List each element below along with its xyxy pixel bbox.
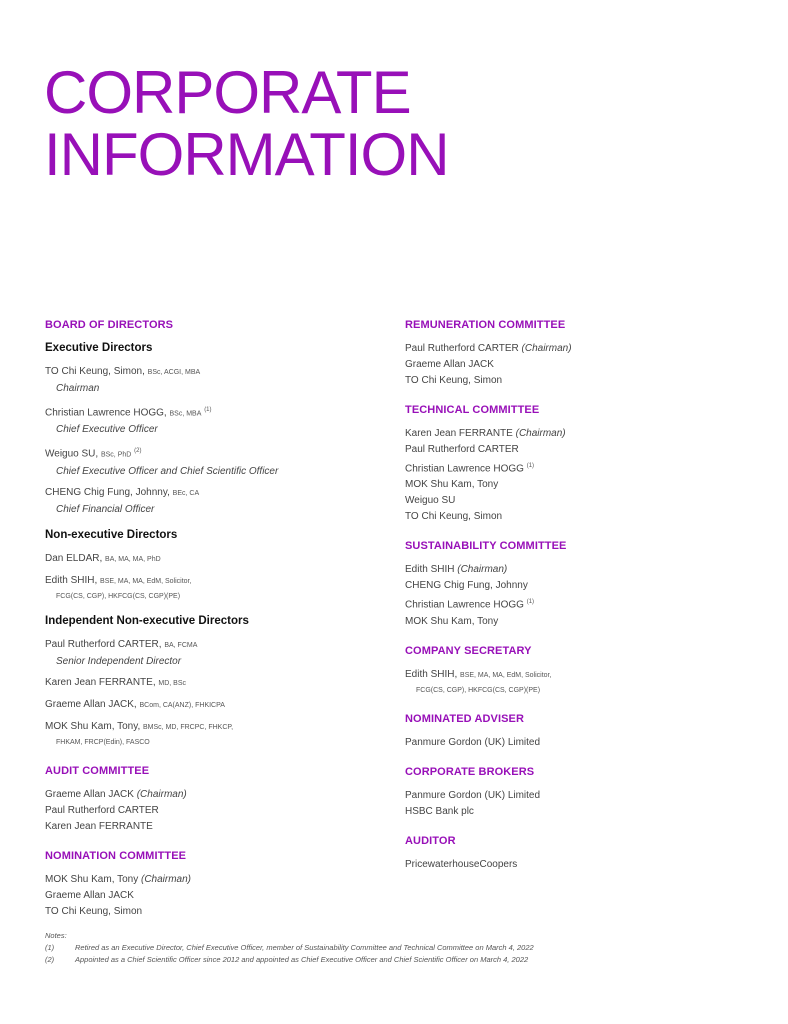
auditor-heading: AUDITOR [405,834,456,847]
member-name: TO Chi Keung, Simon [405,511,503,523]
director-quals: BSc, PhD [100,451,132,459]
committee-chair-name: Paul Rutherford CARTER [405,343,519,354]
director-quals: BSc, MBA [169,410,202,418]
committee-member: TO Chi Keung, Simon [405,375,503,386]
director-entry [45,637,385,670]
nomination-committee-heading: NOMINATION COMMITTEE [45,849,187,862]
director-entry [45,485,385,518]
director-entry [45,443,385,479]
director-entry [45,573,385,604]
director-entry [45,364,385,397]
footnote-item [45,954,534,966]
director-quals: BMSc, MD, FRCPC, FHKCP, [143,723,234,731]
committee-member [405,509,745,525]
broker-name: Panmure Gordon (UK) Limited [405,789,541,801]
director-quals-continued: FCG(CS, CGP), HKFCG(CS, CGP)(PE) [56,592,181,600]
committee-member [405,458,745,477]
footnotes [45,930,534,966]
chairman-label: (Chairman) [521,343,572,354]
committee-member [405,614,745,630]
committee-member: Graeme Allan JACK [45,889,134,901]
member-name: Weiguo SU [405,495,456,507]
board-heading: BOARD OF DIRECTORS [45,319,174,331]
footnote-number: (1) [45,943,55,952]
director-name: TO Chi Keung, Simon, [45,366,145,377]
director-name: Graeme Allan JACK, [45,698,137,710]
committee-chair-name: Karen Jean FERRANTE [405,428,513,439]
director-entry [45,697,385,714]
page-title-line-2: INFORMATION [44,121,449,188]
chairman-label: (Chairman) [515,428,566,439]
secretary-quals-continued: FCG(CS, CGP), HKFCG(CS, CGP)(PE) [416,686,541,694]
director-name: Karen Jean FERRANTE, [45,676,156,688]
director-name: Weiguo SU, [45,448,99,460]
director-quals: MD, BSc [158,679,187,687]
director-name: MOK Shu Kam, Tony, [45,720,141,732]
page-title [44,59,449,188]
committee-chair-name: MOK Shu Kam, Tony [45,873,139,885]
director-name: Edith SHIH, [45,574,98,586]
footnote-ref: (1) [204,407,212,413]
corporate-brokers-heading: CORPORATE BROKERS [405,765,535,778]
committee-member: TO Chi Keung, Simon [45,905,143,917]
footnote-ref: (1) [526,463,535,469]
audit-committee-heading: AUDIT COMMITTEE [45,764,150,777]
director-quals: BSc, ACGI, MBA [147,369,201,376]
committee-member [405,477,745,493]
chairman-label: (Chairman) [136,788,187,800]
director-name: Paul Rutherford CARTER, [45,638,162,650]
director-quals-continued: FHKAM, FRCP(Edin), FASCO [56,738,150,746]
committee-chair-name: Edith SHIH [405,564,455,576]
director-role: Chief Executive Officer [56,424,158,436]
committee-member [405,594,745,613]
independent-directors-heading: Independent Non-executive Directors [45,614,249,627]
notes-label: Notes: [45,931,67,940]
non-executive-directors-heading: Non-executive Directors [45,528,178,541]
director-name: CHENG Chig Fung, Johnny, [45,486,170,498]
member-name: Paul Rutherford CARTER [405,444,519,455]
member-name: Christian Lawrence HOGG [405,599,524,611]
director-entry [45,719,385,750]
member-name: MOK Shu Kam, Tony [405,615,499,627]
remuneration-committee-heading: REMUNERATION COMMITTEE [405,319,566,331]
broker-name: HSBC Bank plc [405,805,474,817]
adviser-name: Panmure Gordon (UK) Limited [405,736,541,748]
nominated-adviser-heading: NOMINATED ADVISER [405,712,525,725]
executive-directors-heading: Executive Directors [45,342,153,354]
director-quals: BA, MA, MA, PhD [105,555,161,563]
footnote-item [45,942,534,954]
director-entry [45,402,385,438]
committee-member [405,442,745,458]
director-entry [45,551,385,568]
committee-member: Karen Jean FERRANTE [45,820,153,832]
committee-member [405,578,745,594]
director-role: Senior Independent Director [56,655,182,667]
director-role: Chairman [56,383,100,394]
footnote-ref: (2) [134,448,142,455]
technical-committee-heading: TECHNICAL COMMITTEE [405,404,540,416]
director-quals: BA, FCMA [164,641,198,649]
footnote-text: Retired as an Executive Director, Chief Executive Officer, member of Sustainability Committee and Technical Committee on March 4, 2022 [75,943,534,952]
member-name: MOK Shu Kam, Tony [405,479,499,491]
left-column [45,318,385,920]
sustainability-committee-heading: SUSTAINABILITY COMMITTEE [405,540,567,553]
footnote-ref: (1) [526,599,535,606]
committee-member: Paul Rutherford CARTER [45,804,159,816]
director-role: Chief Financial Officer [56,503,155,515]
director-entry [45,675,385,692]
secretary-quals: BSE, MA, MA, EdM, Solicitor, [460,671,552,679]
committee-member [405,493,745,509]
footnote-text: Appointed as a Chief Scientific Officer since 2012 and appointed as Chief Executive Officer and Chief Scientific Officer on March 4, 2022 [75,955,529,964]
member-name: Christian Lawrence HOGG [405,463,524,475]
committee-member: Graeme Allan JACK [405,359,494,370]
director-role: Chief Executive Officer and Chief Scientific Officer [56,465,279,477]
director-quals: BSE, MA, MA, EdM, Solicitor, [100,577,192,585]
right-column [405,318,745,873]
committee-chair-name: Graeme Allan JACK [45,788,134,800]
director-name: Christian Lawrence HOGG, [45,407,167,419]
secretary-name: Edith SHIH, [405,668,458,680]
company-secretary-heading: COMPANY SECRETARY [405,644,532,657]
director-quals: BEc, CA [172,489,200,497]
page-title-line-1: CORPORATE [44,59,411,126]
member-name: CHENG Chig Fung, Johnny [405,580,528,592]
director-name: Dan ELDAR, [45,552,103,564]
footnote-number: (2) [45,955,55,964]
auditor-name: PricewaterhouseCoopers [405,858,518,870]
director-quals: BCom, CA(ANZ), FHKICPA [139,701,225,709]
chairman-label: (Chairman) [457,564,508,576]
chairman-label: (Chairman) [140,873,191,885]
